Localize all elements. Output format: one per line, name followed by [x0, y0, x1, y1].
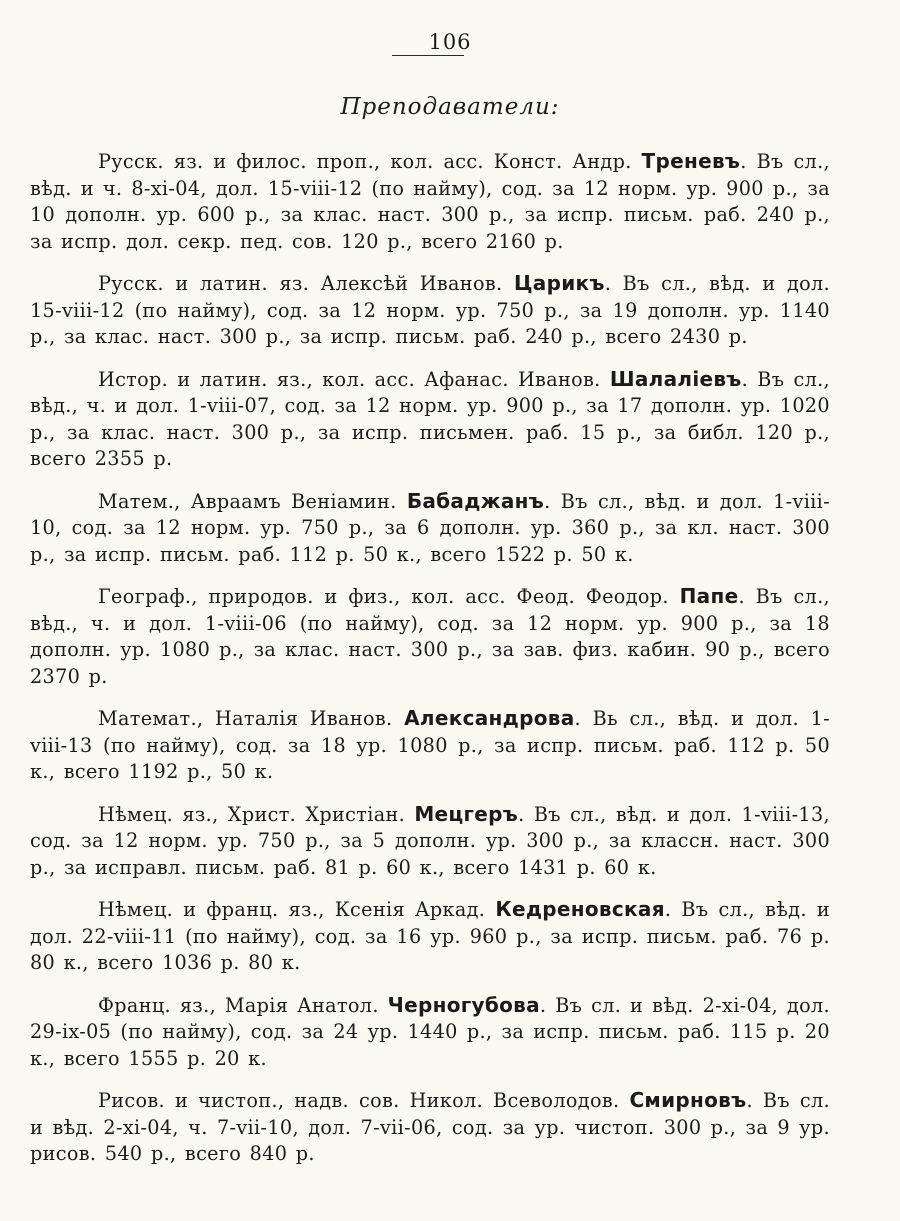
teacher-list [30, 148, 830, 1183]
teacher-entry [30, 992, 830, 1073]
entry-subjects: Русск. и латин. яз. Алексѣй Иванов. [98, 272, 514, 295]
entry-surname: Шалаліевъ [609, 366, 742, 391]
teacher-entry [30, 896, 830, 977]
entry-subjects: Нѣмец. и франц. яз., Ксенія Аркад. [98, 898, 496, 921]
entry-subjects: Истор. и латин. яз., кол. асс. Афанас. Иванов. [98, 367, 610, 391]
entry-subjects: Математ., Наталія Иванов. [98, 707, 405, 730]
entry-surname: Смирновъ [629, 1088, 747, 1112]
teacher-entry [30, 148, 830, 255]
entry-surname: Треневъ [641, 149, 741, 173]
entry-surname: Мецгеръ [414, 801, 519, 826]
entry-details: . Въ сл., вѣд. и ч. 8-xi-04, дол. 15-viii-12 (по найму), сод. за 12 норм. ур. 900 р., за 10 дополн. ур. 600 р., за клас. наст. 300 р., за испр. письм. раб. 240 р., за испр. дол. секр. пед. сов. 120 р., всего 2160 р. [30, 150, 830, 253]
entry-surname: Царикъ [513, 271, 605, 295]
entry-details: . Въ сл., вѣд. и дол. 15-viii-12 (по найму), сод. за 12 норм. ур. 750 р., за 19 дополн. ур. 1140 р., за клас. наст. 300 р., за испр. письм. раб. 240 р., всего 2430 р. [30, 272, 830, 348]
page-number: 106 [428, 30, 472, 54]
entry-subjects: Матем., Авраамъ Веніамин. [98, 489, 407, 513]
entry-subjects: Географ., природов. и физ., кол. асс. Феод. Феодор. [98, 585, 680, 608]
entry-subjects: Нѣмец. яз., Христ. Христіан. [98, 802, 415, 826]
entry-details: . Въ сл., вѣд. и дол. 22-viii-11 (по найму), сод. за 16 ур. 960 р., за испр. письм. раб. 76 р. 80 к., всего 1036 р. 80 к. [30, 898, 830, 974]
entry-surname: Черногубова [387, 992, 540, 1017]
teacher-entry [30, 366, 830, 473]
teacher-entry [30, 270, 830, 351]
entry-details: . Въ сл., вѣд. и дол. 1-viii-13, сод. за 12 норм. ур. 750 р., за 5 дополн. ур. 300 р., за классн. наст. 300 р., за исправл. письм. раб. 81 р. 60 к., всего 1431 р. 60 к. [30, 802, 830, 879]
entry-details: . Въ сл., вѣд., ч. и дол. 1-viii-06 (по найму), сод. за 12 норм. ур. 900 р., за 18 дополн. ур. 1080 р., за клас. наст. 300 р., за зав. физ. кабин. 90 р., всего 2370 р. [30, 585, 830, 688]
entry-details: . Въ сл. и вѣд. 2-xi-04, дол. 29-ix-05 (по найму), сод. за 24 ур. 1440 р., за испр. письм. раб. 115 р. 20 к., всего 1555 р. 20 к. [30, 993, 830, 1070]
entry-details: . Въ сл., вѣд. и дол. 1-viii-10, сод. за 12 норм. ур. 750 р., за 6 дополн. ур. 360 р., за кл. наст. 300 р., за испр. письм. раб. 112 р. 50 к., всего 1522 р. 50 к. [30, 489, 830, 566]
teacher-entry [30, 583, 830, 690]
entry-surname: Бабаджанъ [406, 488, 545, 513]
entry-details: . Вь сл., вѣд. и дол. 1-viii-13 (по найму), сод. за 18 ур. 1080 р., за испр. письм. раб. 112 р. 50 к., всего 1192 р., 50 к. [30, 707, 830, 783]
section-title: Преподаватели: [340, 94, 560, 120]
teacher-entry [30, 488, 830, 569]
page-number-underline [392, 55, 464, 56]
entry-surname: Кедреновская [495, 897, 665, 921]
entry-subjects: Рисов. и чистоп., надв. сов. Никол. Всеволодов. [98, 1089, 630, 1112]
entry-surname: Папе [679, 584, 739, 608]
entry-surname: Александрова [404, 706, 575, 730]
teacher-entry [30, 705, 830, 786]
teacher-entry [30, 1087, 830, 1168]
entry-details: . Въ сл., вѣд., ч. и дол. 1-viii-07, сод. за 12 норм. ур. 900 р., за 17 дополн. ур. 1020 р., за клас. наст. 300 р., за испр. письмен. раб. 15 р., за библ. 120 р., всего 2355 р. [30, 367, 831, 470]
entry-subjects: Франц. яз., Марія Анатол. [98, 993, 388, 1017]
entry-subjects: Русск. яз. и филос. проп., кол. асс. Конст. Андр. [98, 150, 642, 173]
teacher-entry [30, 801, 830, 882]
entry-details: . Въ сл. и вѣд. 2-xi-04, ч. 7-vii-10, дол. 7-vii-06, сод. за ур. чистоп. 300 р., за 9 ур. рисов. 540 р., всего 840 р. [30, 1089, 830, 1165]
